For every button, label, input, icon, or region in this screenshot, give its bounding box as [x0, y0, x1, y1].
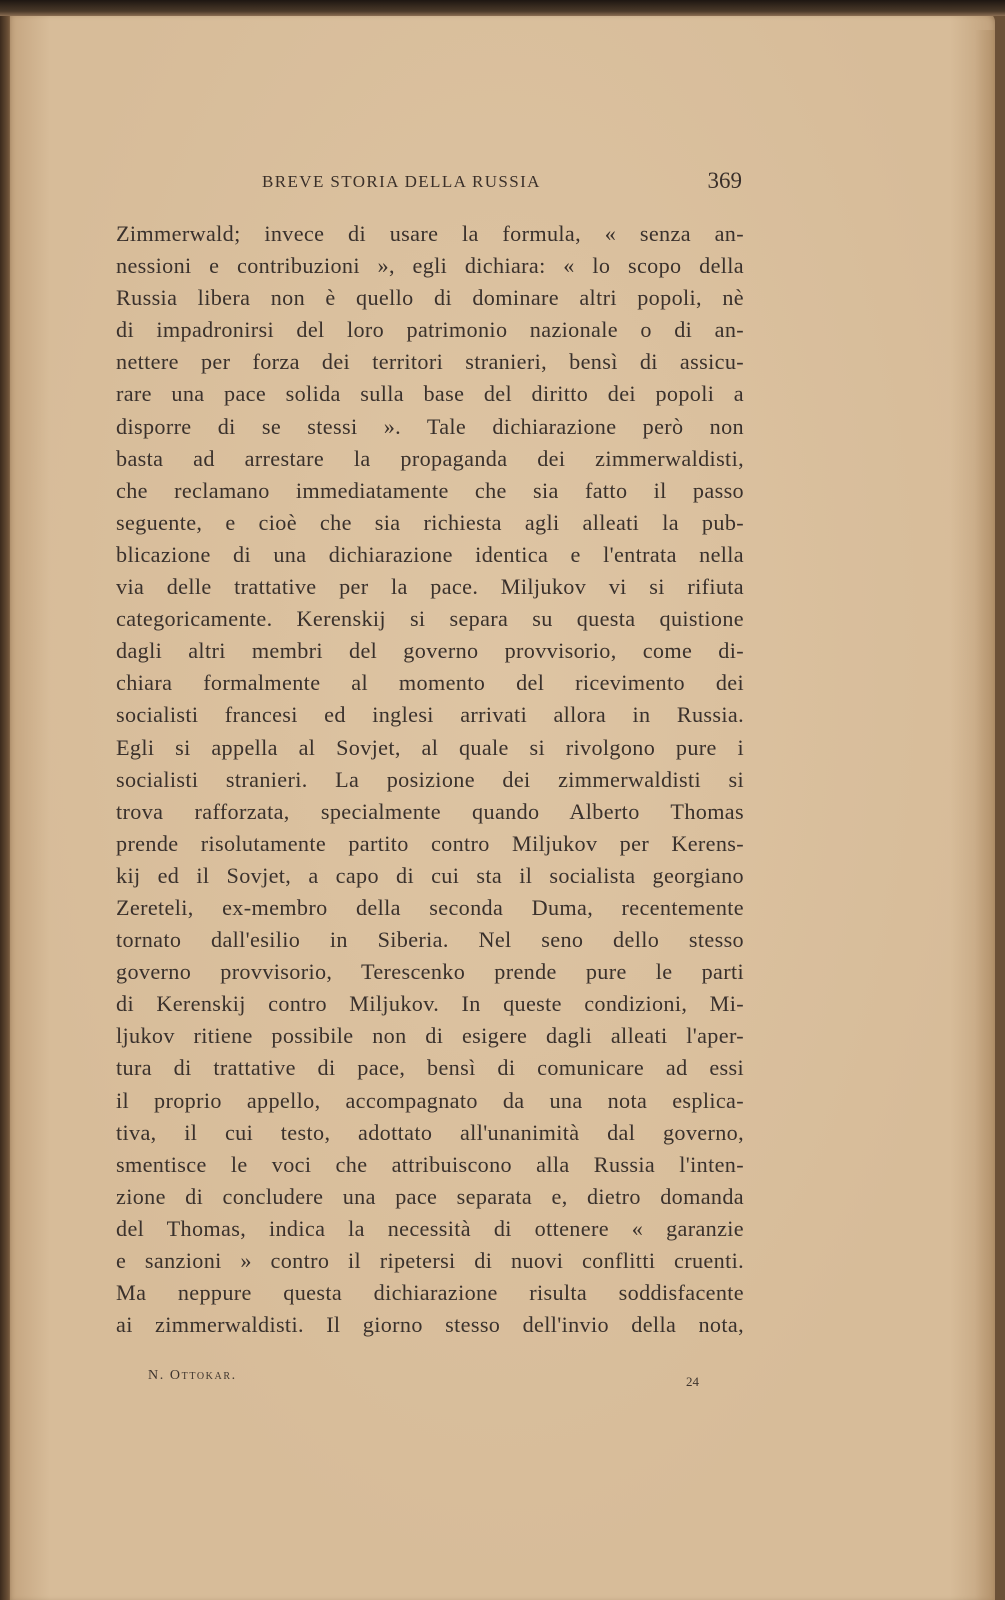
page-right-edge — [975, 30, 995, 1600]
text-line: prende risolutamente partito contro Miljukov per Kerens- — [116, 830, 744, 856]
text-line: rare una pace solida sulla base del diritto dei popoli a — [116, 381, 744, 407]
text-line: il proprio appello, accompagnato da una nota esplica- — [116, 1087, 744, 1113]
text-line: disporre di se stessi ». Tale dichiarazione però non — [116, 413, 744, 439]
running-head — [240, 170, 760, 196]
text-line: Zimmerwald; invece di usare la formula, « senza an- — [116, 221, 744, 246]
text-line: di impadronirsi del loro patrimonio nazionale o di an- — [116, 317, 744, 343]
top-page-shadow — [0, 0, 1005, 16]
text-line: via delle trattative per la pace. Miljukov vi si rifiuta — [116, 574, 744, 600]
text-line: Ma neppure questa dichiarazione risulta soddisfacente — [116, 1280, 744, 1306]
text-line: socialisti francesi ed inglesi arrivati allora in Russia. — [116, 702, 744, 728]
page-number: 369 — [707, 168, 742, 193]
text-line: categoricamente. Kerenskij si separa su questa quistione — [116, 606, 744, 632]
text-line: tornato dall'esilio in Siberia. Nel seno dello stesso — [116, 927, 744, 953]
text-line: del Thomas, indica la necessità di ottenere « garanzie — [116, 1215, 744, 1241]
text-line: trova rafforzata, specialmente quando Alberto Thomas — [116, 798, 744, 824]
text-line: ljukov ritiene possibile non di esigere dagli alleati l'aper- — [116, 1023, 744, 1049]
footer-sheet-signature: 24 — [686, 1374, 699, 1389]
text-line: ai zimmerwaldisti. Il giorno stesso dell'invio della nota, — [116, 1312, 744, 1338]
text-line: nettere per forza dei territori stranieri, bensì di assicu- — [116, 349, 744, 375]
text-line: dagli altri membri del governo provvisorio, come di- — [116, 638, 744, 664]
text-line: tiva, il cui testo, adottato all'unanimità dal governo, — [116, 1119, 744, 1145]
running-title: BREVE STORIA DELLA RUSSIA — [262, 172, 541, 191]
text-line: tura di trattative di pace, bensì di comunicare ad essi — [116, 1055, 744, 1081]
body-text — [116, 218, 744, 1341]
text-line: blicazione di una dichiarazione identica e l'entrata nella — [116, 541, 744, 567]
footer-author-signature: N. Ottokar. — [148, 1368, 237, 1383]
text-line: governo provvisorio, Terescenko prende pure le parti — [116, 959, 744, 985]
text-line: di Kerenskij contro Miljukov. In queste condizioni, Mi- — [116, 991, 744, 1017]
text-line: smentisce le voci che attribuiscono alla Russia l'inten- — [116, 1151, 744, 1177]
text-line: che reclamano immediatamente che sia fatto il passo — [116, 477, 744, 503]
text-line: seguente, e cioè che sia richiesta agli alleati la pub- — [116, 509, 744, 535]
text-line: socialisti stranieri. La posizione dei zimmerwaldisti si — [116, 766, 744, 792]
text-line: Zereteli, ex-membro della seconda Duma, recentemente — [116, 894, 744, 920]
text-line: Egli si appella al Sovjet, al quale si rivolgono pure i — [116, 734, 744, 760]
text-line: chiara formalmente al momento del ricevimento dei — [116, 670, 744, 696]
text-line: e sanzioni » contro il ripetersi di nuovi conflitti cruenti. — [116, 1248, 744, 1273]
text-line: Russia libera non è quello di dominare altri popoli, nè — [116, 285, 744, 311]
text-line: zione di concludere una pace separata e, dietro domanda — [116, 1183, 744, 1209]
text-line: kij ed il Sovjet, a capo di cui sta il socialista georgiano — [116, 862, 744, 888]
text-line: basta ad arrestare la propaganda dei zimmerwaldisti, — [116, 445, 744, 471]
text-line: nessioni e contribuzioni », egli dichiara: « lo scopo della — [116, 253, 744, 279]
